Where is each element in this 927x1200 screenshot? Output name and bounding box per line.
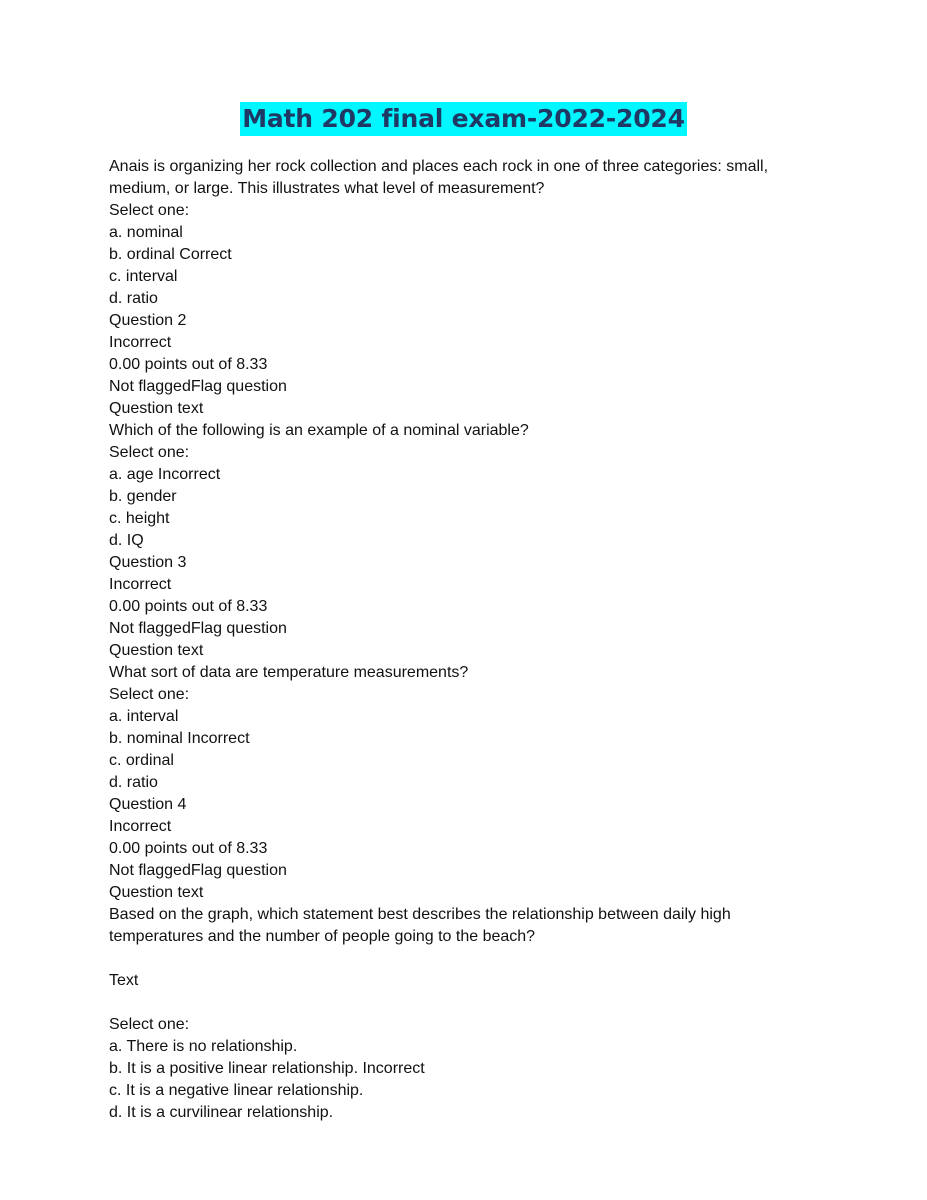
question-number: Question 4 xyxy=(109,796,187,813)
flag-question: Not flaggedFlag question xyxy=(109,620,287,637)
question-4 xyxy=(109,794,829,1124)
question-number: Question 3 xyxy=(109,554,187,571)
answer-option: c. It is a negative linear relationship. xyxy=(109,1082,364,1099)
answer-option: a. age Incorrect xyxy=(109,466,221,483)
select-one-label: Select one: xyxy=(109,202,190,219)
blank-line xyxy=(109,948,829,970)
answer-option: b. ordinal Correct xyxy=(109,246,232,263)
question-status: Incorrect xyxy=(109,576,172,593)
question-stem: medium, or large. This illustrates what level of measurement? xyxy=(109,180,545,197)
question-points: 0.00 points out of 8.33 xyxy=(109,598,268,615)
answer-option: a. interval xyxy=(109,708,179,725)
answer-option: c. interval xyxy=(109,268,178,285)
exam-content xyxy=(109,156,829,1124)
question-1 xyxy=(109,156,829,310)
answer-option: b. It is a positive linear relationship. Incorrect xyxy=(109,1060,425,1077)
answer-option: a. There is no relationship. xyxy=(109,1038,298,1055)
question-number: Question 2 xyxy=(109,312,187,329)
question-points: 0.00 points out of 8.33 xyxy=(109,356,268,373)
answer-option: b. gender xyxy=(109,488,177,505)
question-status: Incorrect xyxy=(109,334,172,351)
question-stem: Which of the following is an example of a nominal variable? xyxy=(109,422,529,439)
blank-line xyxy=(109,992,829,1014)
answer-option: d. ratio xyxy=(109,774,158,791)
question-stem: Anais is organizing her rock collection and places each rock in one of three categories: small, xyxy=(109,158,769,175)
graph-placeholder-text: Text xyxy=(109,972,139,989)
answer-option: d. IQ xyxy=(109,532,144,549)
title-container xyxy=(0,102,927,136)
question-2 xyxy=(109,310,829,552)
question-stem: Based on the graph, which statement best describes the relationship between daily high xyxy=(109,906,731,923)
answer-option: a. nominal xyxy=(109,224,183,241)
answer-option: d. It is a curvilinear relationship. xyxy=(109,1104,334,1121)
select-one-label: Select one: xyxy=(109,1016,190,1033)
question-stem: temperatures and the number of people going to the beach? xyxy=(109,928,536,945)
answer-option: d. ratio xyxy=(109,290,158,307)
question-text-label: Question text xyxy=(109,400,204,417)
question-points: 0.00 points out of 8.33 xyxy=(109,840,268,857)
question-stem: What sort of data are temperature measurements? xyxy=(109,664,469,681)
select-one-label: Select one: xyxy=(109,444,190,461)
select-one-label: Select one: xyxy=(109,686,190,703)
question-text-label: Question text xyxy=(109,642,204,659)
answer-option: c. ordinal xyxy=(109,752,174,769)
flag-question: Not flaggedFlag question xyxy=(109,378,287,395)
question-status: Incorrect xyxy=(109,818,172,835)
answer-option: b. nominal Incorrect xyxy=(109,730,250,747)
answer-option: c. height xyxy=(109,510,170,527)
flag-question: Not flaggedFlag question xyxy=(109,862,287,879)
question-3 xyxy=(109,552,829,794)
document-title: Math 202 final exam-2022-2024 xyxy=(240,102,687,136)
question-text-label: Question text xyxy=(109,884,204,901)
